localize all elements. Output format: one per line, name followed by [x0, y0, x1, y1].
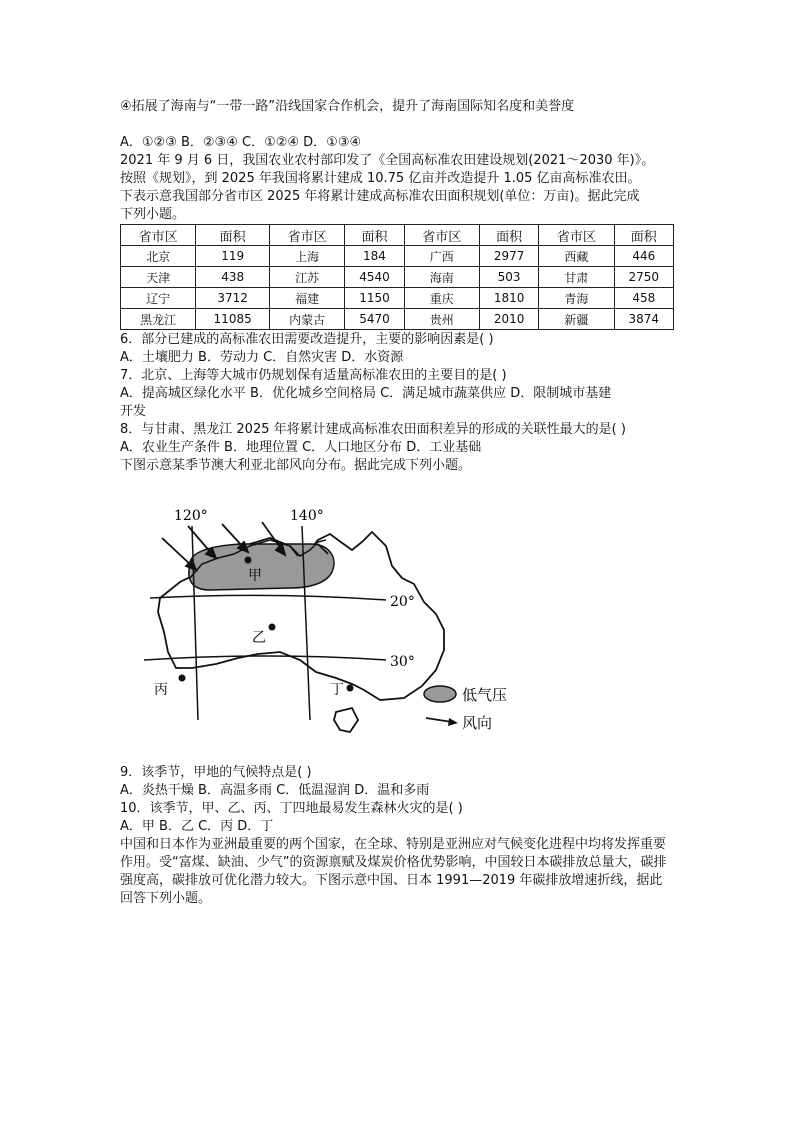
question-8: 8．与甘肃、黑龙江 2025 年将累计建成高标准农田面积差异的形成的关联性最大的是( ): [120, 422, 626, 437]
table-header-row: [121, 225, 674, 246]
table-header: 省市区: [539, 225, 614, 246]
passage1-line-4: 下列小题。: [120, 207, 186, 222]
table-cell: 458: [614, 288, 673, 309]
label-yi: 乙: [252, 630, 266, 646]
legend-low-pressure-swatch: [424, 686, 456, 702]
table-row: [121, 309, 674, 330]
table-cell: 广西: [404, 246, 479, 267]
table-header: 省市区: [121, 225, 196, 246]
table-cell: 内蒙古: [270, 309, 345, 330]
australia-wind-map: [140, 500, 540, 750]
question-9-options: A．炎热干燥 B．高温多雨 C．低温湿润 D．温和多雨: [120, 783, 430, 798]
point-bing: [179, 675, 186, 682]
point-ding: [347, 685, 354, 692]
table-cell: 天津: [121, 267, 196, 288]
table-header: 面积: [196, 225, 270, 246]
question-7-options: A．提高城区绿化水平 B．优化城乡空间格局 C．满足城市蔬菜供应 D．限制城市基建: [120, 386, 612, 401]
table-cell: 1810: [479, 288, 538, 309]
passage1-line-3: 下表示意我国部分省市区 2025 年将累计建成高标准农田面积规划(单位：万亩)。据此完成: [120, 189, 640, 204]
intro-line: ④拓展了海南与“一带一路”沿线国家合作机会，提升了海南国际知名度和美誉度: [120, 99, 575, 114]
table-cell: 11085: [196, 309, 270, 330]
table-row: [121, 288, 674, 309]
table-cell: 甘肃: [539, 267, 614, 288]
question-7-options-cont: 开发: [120, 404, 147, 419]
passage2: 中国和日本作为亚洲最重要的两个国家，在全球、特别是亚洲应对气候变化进程中均将发挥重要作用。受“富煤、缺油、少气”的资源禀赋及煤炭价格优势影响，中国较日本碳排放总量大，碳排强度高，碳排放可优化潜力较大。下图示意中国、日本 1991—2019 年碳排放增速折线，据此回答下列小题。: [120, 837, 667, 906]
label-bing: 丙: [154, 682, 168, 698]
legend-wind-label: 风向: [462, 714, 493, 732]
table-cell: 黑龙江: [121, 309, 196, 330]
table-header: 省市区: [404, 225, 479, 246]
question-6: 6．部分已建成的高标准农田需要改造提升，主要的影响因素是( ): [120, 332, 494, 347]
table-cell: 4540: [345, 267, 404, 288]
wind-arrow-1: [162, 538, 192, 566]
table-cell: 184: [345, 246, 404, 267]
table-cell: 北京: [121, 246, 196, 267]
table-cell: 119: [196, 246, 270, 267]
wind-arrow-2: [188, 526, 212, 554]
table-cell: 海南: [404, 267, 479, 288]
table-cell: 503: [479, 267, 538, 288]
map-intro: 下图示意某季节澳大利亚北部风向分布。据此完成下列小题。: [120, 458, 472, 473]
label-120: 120°: [174, 508, 208, 524]
legend-wind-arrow: [426, 718, 452, 722]
table-header: 省市区: [270, 225, 345, 246]
passage1-line-1: 2021 年 9 月 6 日，我国农业农村部印发了《全国高标准农田建设规划(2021～2030 年)》。: [120, 153, 655, 168]
table-row: [121, 246, 674, 267]
passage1-line-2: 按照《规划》，到 2025 年我国将累计建成 10.75 亿亩并改造提升 1.05 亿亩高标准农田。: [120, 171, 641, 186]
question-6-options: A．土壤肥力 B．劳动力 C．自然灾害 D．水资源: [120, 350, 404, 365]
table-header: 面积: [479, 225, 538, 246]
label-140: 140°: [290, 508, 324, 524]
label-20: 20°: [390, 594, 415, 610]
table-header: 面积: [345, 225, 404, 246]
table-cell: 江苏: [270, 267, 345, 288]
point-jia: [245, 557, 252, 564]
table-cell: 辽宁: [121, 288, 196, 309]
question-8-options: A．农业生产条件 B．地理位置 C．人口地区分布 D．工业基础: [120, 440, 482, 455]
arrow-head-icon: [448, 718, 458, 726]
table-cell: 2977: [479, 246, 538, 267]
table-cell: 2750: [614, 267, 673, 288]
table-cell: 重庆: [404, 288, 479, 309]
farmland-area-table: [120, 224, 674, 330]
table-cell: 446: [614, 246, 673, 267]
table-header: 面积: [614, 225, 673, 246]
table-row: [121, 267, 674, 288]
table-cell: 3712: [196, 288, 270, 309]
table-cell: 福建: [270, 288, 345, 309]
table-cell: 5470: [345, 309, 404, 330]
point-yi: [269, 624, 276, 631]
q5-options: A．①②③ B．②③④ C．①②④ D．①③④: [120, 135, 362, 150]
table-cell: 3874: [614, 309, 673, 330]
table-cell: 青海: [539, 288, 614, 309]
label-30: 30°: [390, 654, 415, 670]
label-jia: 甲: [248, 568, 262, 584]
table-cell: 1150: [345, 288, 404, 309]
table-cell: 438: [196, 267, 270, 288]
question-9: 9．该季节，甲地的气候特点是( ): [120, 765, 312, 780]
table-cell: 贵州: [404, 309, 479, 330]
question-7: 7．北京、上海等大城市仍规划保有适量高标准农田的主要目的是( ): [120, 368, 507, 383]
table-cell: 新疆: [539, 309, 614, 330]
table-cell: 上海: [270, 246, 345, 267]
question-10: 10．该季节，甲、乙、丙、丁四地最易发生森林火灾的是( ): [120, 801, 463, 816]
legend-low-pressure-label: 低气压: [462, 686, 508, 704]
tasmania-outline: [334, 708, 358, 732]
label-ding: 丁: [330, 682, 344, 698]
table-cell: 西藏: [539, 246, 614, 267]
question-10-options: A．甲 B．乙 C．丙 D．丁: [120, 819, 274, 834]
table-cell: 2010: [479, 309, 538, 330]
